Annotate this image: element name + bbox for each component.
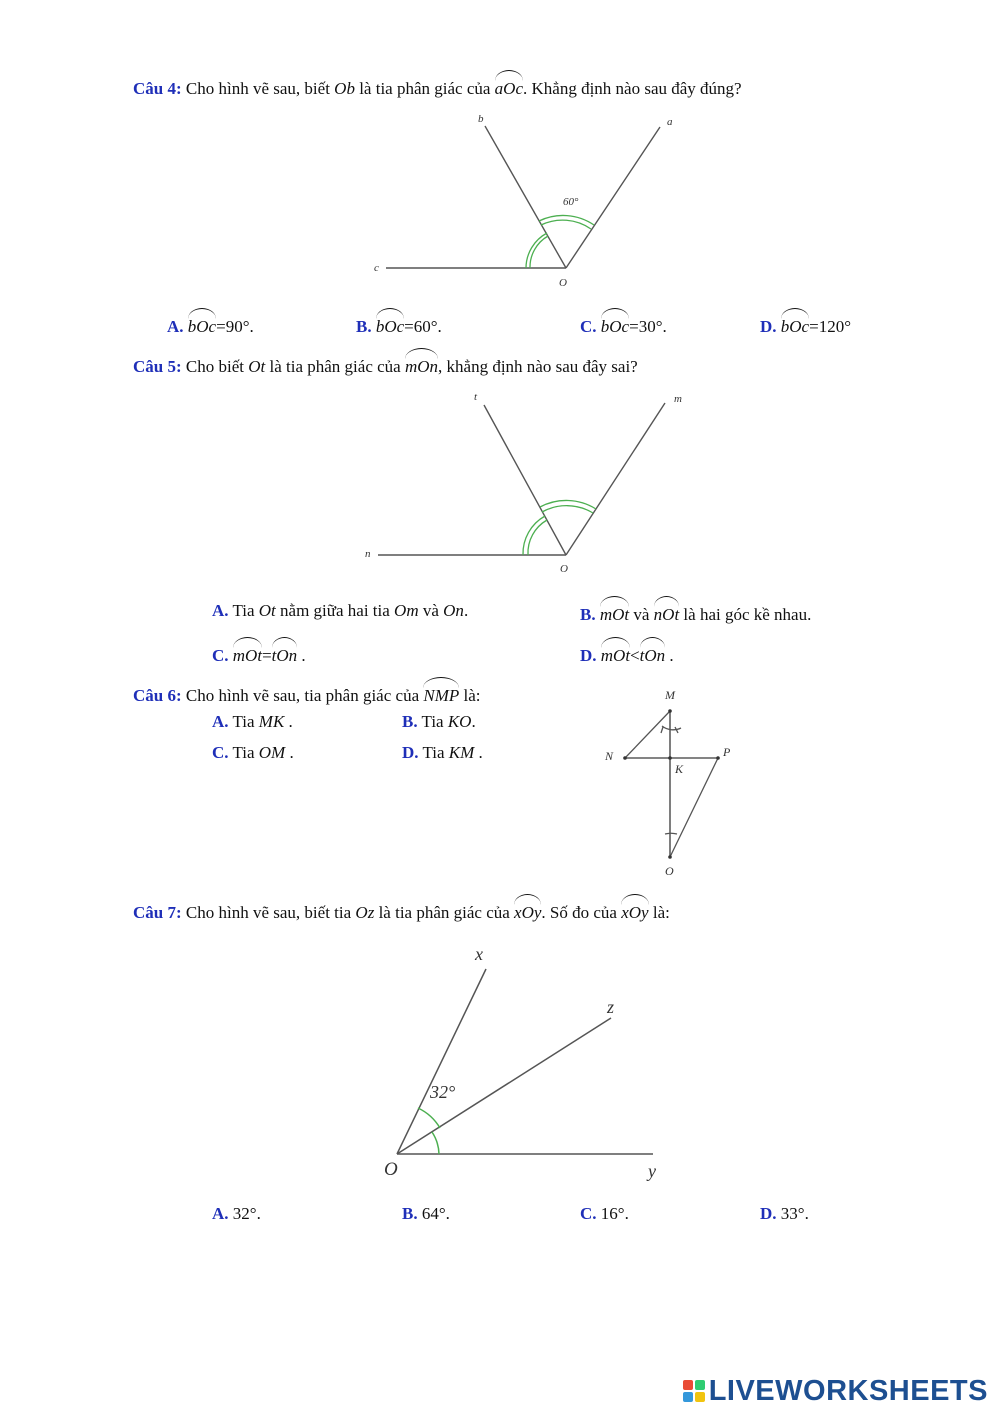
q7-text-3: . Số đo của — [541, 903, 622, 922]
q7-angle: xOy — [514, 898, 541, 924]
q6-option-c-ray: OM — [258, 743, 286, 762]
q4-fig-c: c — [374, 262, 379, 274]
q5-fig-o: O — [560, 563, 568, 575]
q5-option-c[interactable] — [212, 641, 306, 667]
q7-option-b-value: 64°. — [417, 1204, 450, 1223]
q7-angle-2: xOy — [621, 898, 648, 924]
q7-option-a[interactable] — [212, 1203, 261, 1225]
q6-fig-p: P — [723, 745, 731, 759]
q7-option-c-value: 16°. — [596, 1204, 629, 1223]
q5-text-1: Cho biết — [181, 357, 249, 376]
q6-fig-m: M — [665, 688, 675, 702]
q7-option-a-value: 32°. — [228, 1204, 261, 1223]
q5-option-d-end: . — [669, 646, 674, 665]
q7-option-c-letter: C. — [580, 1204, 597, 1223]
q5-option-a-r1: Om — [394, 601, 419, 620]
q7-fig-o: O — [384, 1159, 398, 1180]
q5-figure — [360, 385, 700, 575]
q5-option-b-a1: mOt — [600, 600, 629, 626]
q6-option-b[interactable] — [402, 711, 476, 733]
q7-text-2: là tia phân giác của — [374, 903, 515, 922]
q7-option-a-letter: A. — [212, 1204, 229, 1223]
q6-option-a-end: . — [288, 712, 293, 731]
q7-ray: Oz — [355, 903, 375, 922]
q6-option-b-letter: B. — [402, 712, 418, 731]
q5-fig-m: m — [674, 393, 682, 405]
q4-option-d-angle: bOc — [781, 312, 809, 338]
q6-option-a-prefix: Tia — [228, 712, 259, 731]
q7-text-4: là: — [648, 903, 670, 922]
q5-option-b-t1: và — [629, 605, 654, 624]
q5-text-2: là tia phân giác của — [265, 357, 405, 376]
q5-fig-n: n — [365, 548, 371, 560]
q7-figure — [370, 935, 690, 1185]
q7-option-c[interactable] — [580, 1203, 629, 1225]
q5-option-a-ray: Ot — [258, 601, 276, 620]
q4-option-d-value: =120° — [809, 317, 851, 336]
q4-option-c-angle: bOc — [601, 312, 629, 338]
q5-option-d-letter: D. — [580, 646, 597, 665]
q5-option-a-letter: A. — [212, 601, 229, 620]
q6-option-b-end: . — [471, 712, 476, 731]
q7-text-1: Cho hình vẽ sau, biết tia — [181, 903, 356, 922]
q5-option-a-t1: Tia — [228, 601, 259, 620]
q6-option-d-prefix: Tia — [418, 743, 449, 762]
q6-angle: NMP — [423, 681, 459, 707]
q5-option-d-a1: mOt — [601, 641, 630, 667]
q5-option-b[interactable] — [580, 600, 811, 626]
q5-angle: mOn — [405, 352, 438, 378]
q7-fig-angle: 32° — [430, 1082, 456, 1102]
q4-fig-b: b — [478, 113, 484, 125]
q4-ray: Ob — [334, 79, 355, 98]
q6-option-c-prefix: Tia — [228, 743, 259, 762]
q6-option-a[interactable] — [212, 711, 293, 733]
q4-angle: aOc — [495, 74, 523, 100]
q4-text-2: là tia phân giác của — [354, 79, 495, 98]
q6-option-d-end: . — [478, 743, 483, 762]
q4-text-3: . Khẳng định nào sau đây đúng? — [523, 79, 742, 98]
q4-fig-o: O — [559, 277, 567, 289]
q6-option-c[interactable] — [212, 742, 294, 764]
q4-option-c[interactable] — [580, 312, 667, 338]
q5-option-d-op: < — [630, 646, 640, 665]
q6-fig-k: K — [675, 762, 684, 776]
q5-option-c-a1: mOt — [233, 641, 262, 667]
q4-option-d-letter: D. — [760, 317, 777, 336]
q4-option-b-angle: bOc — [376, 312, 404, 338]
logo-grid-icon — [683, 1380, 705, 1402]
q5-option-d-a2: tOn — [640, 641, 666, 667]
q4-label: Câu 4: — [133, 79, 182, 98]
q6-fig-n: N — [605, 749, 614, 763]
q4-option-a-value: =90°. — [216, 317, 254, 336]
q5-fig-t: t — [474, 391, 478, 403]
q6-option-a-letter: A. — [212, 712, 229, 731]
q7-option-d-value: 33°. — [776, 1204, 809, 1223]
q6-text-1: Cho hình vẽ sau, tia phân giác của — [181, 686, 424, 705]
q4-option-c-letter: C. — [580, 317, 597, 336]
q6-option-d-ray: KM — [448, 743, 475, 762]
q5-option-a-t2: nằm giữa hai tia — [275, 601, 395, 620]
q7-option-d[interactable] — [760, 1203, 809, 1225]
q6-option-a-ray: MK — [258, 712, 285, 731]
q5-option-c-end: . — [301, 646, 306, 665]
q6-option-d[interactable] — [402, 742, 483, 764]
liveworksheets-logo — [683, 1376, 988, 1406]
q7-option-b-letter: B. — [402, 1204, 418, 1223]
q4-figure — [360, 105, 700, 295]
q5-text-3: , khẳng định nào sau đây sai? — [438, 357, 638, 376]
q5-label: Câu 5: — [133, 357, 182, 376]
q4-option-b-value: =60°. — [404, 317, 442, 336]
q6-stem — [133, 681, 481, 707]
q5-option-a-t3: và — [418, 601, 444, 620]
q4-option-a-letter: A. — [167, 317, 184, 336]
q4-option-a-angle: bOc — [188, 312, 216, 338]
q6-fig-o: O — [665, 864, 674, 878]
q7-fig-x: x — [475, 944, 483, 964]
q5-option-a-t4: . — [463, 601, 469, 620]
q6-option-d-letter: D. — [402, 743, 419, 762]
q7-fig-y: y — [648, 1161, 656, 1181]
q6-option-c-letter: C. — [212, 743, 229, 762]
q5-option-b-a2: nOt — [654, 600, 680, 626]
q5-option-c-letter: C. — [212, 646, 229, 665]
q4-option-a[interactable] — [167, 312, 254, 338]
q4-option-d[interactable] — [760, 312, 851, 338]
q7-option-b[interactable] — [402, 1203, 450, 1225]
q7-option-d-letter: D. — [760, 1204, 777, 1223]
q6-option-c-end: . — [289, 743, 294, 762]
q4-option-c-value: =30°. — [629, 317, 667, 336]
logo-text: LIVEWORKSHEETS — [708, 1374, 988, 1407]
q4-option-b-letter: B. — [356, 317, 372, 336]
q6-label: Câu 6: — [133, 686, 182, 705]
q6-option-b-prefix: Tia — [417, 712, 448, 731]
q6-figure — [595, 682, 745, 882]
q6-text-2: là: — [459, 686, 481, 705]
q5-option-a-r2: On — [443, 601, 464, 620]
q5-option-b-letter: B. — [580, 605, 596, 624]
q5-option-c-op: = — [262, 646, 272, 665]
q5-option-b-t2: là hai góc kề nhau. — [679, 605, 812, 624]
q7-label: Câu 7: — [133, 903, 182, 922]
q4-stem — [133, 74, 742, 100]
q4-option-b[interactable] — [356, 312, 442, 338]
q5-stem — [133, 352, 638, 378]
q5-ray: Ot — [248, 357, 266, 376]
q4-fig-angle: 60° — [563, 196, 579, 208]
q6-option-b-ray: KO — [447, 712, 472, 731]
q4-text-1: Cho hình vẽ sau, biết — [181, 79, 335, 98]
q4-fig-a: a — [667, 116, 673, 128]
q5-option-c-a2: tOn — [272, 641, 298, 667]
q5-option-a[interactable] — [212, 600, 468, 622]
q7-stem — [133, 898, 670, 924]
q7-fig-z: z — [607, 997, 615, 1017]
q5-option-d[interactable] — [580, 641, 674, 667]
